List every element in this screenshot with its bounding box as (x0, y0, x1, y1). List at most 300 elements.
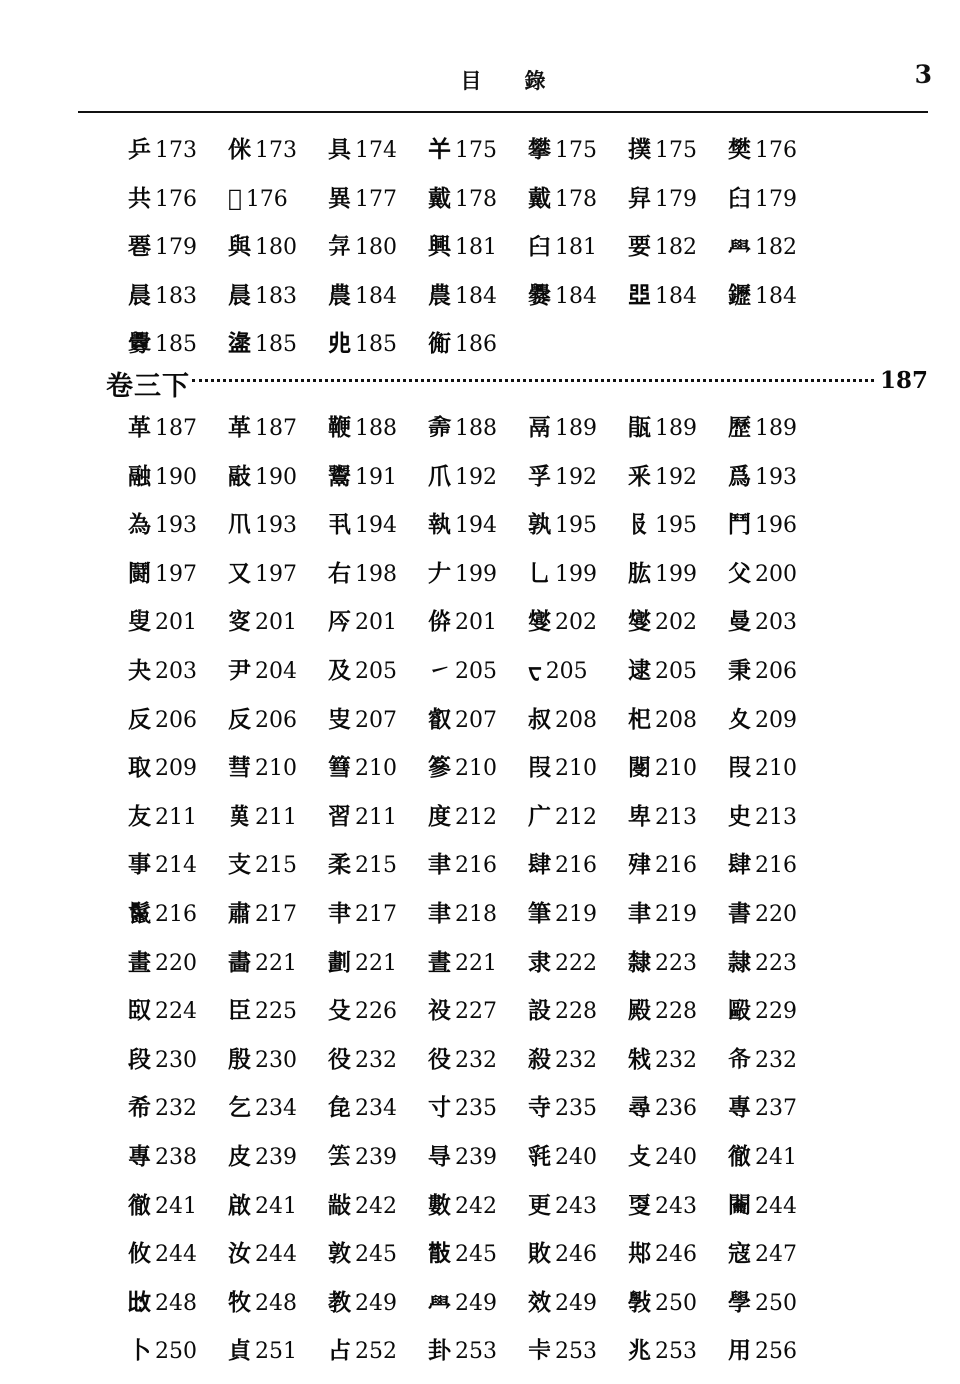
toc-entry[interactable] (228, 890, 328, 940)
entry-page-number: 216 (655, 853, 697, 879)
entry-character: 鬻 (328, 462, 351, 490)
toc-entry[interactable] (528, 987, 628, 1037)
entry-character: 取 (128, 754, 151, 782)
toc-entry[interactable] (628, 550, 728, 600)
toc-entry[interactable] (428, 1036, 528, 1086)
entry-character: 共 (128, 184, 151, 212)
entry-character: 𥬔 (328, 1142, 351, 1170)
entry-character: 尹 (228, 656, 251, 684)
entry-page-number: 197 (255, 561, 297, 587)
entry-row (128, 793, 872, 842)
entry-page-number: 204 (255, 658, 297, 684)
entry-page-number: 179 (655, 186, 697, 212)
entry-character: 祋 (428, 997, 451, 1025)
entry-character: 徹 (728, 1142, 751, 1170)
toc-entry[interactable] (328, 987, 428, 1037)
entry-page-number: 242 (355, 1193, 397, 1219)
toc-entry[interactable] (328, 1327, 428, 1377)
entry-character: 䙴 (128, 233, 151, 261)
toc-entry[interactable] (128, 404, 228, 454)
entry-character: 叡 (428, 705, 451, 733)
entry-row (128, 1036, 872, 1085)
toc-entry[interactable] (228, 744, 328, 794)
toc-entry[interactable] (628, 175, 728, 225)
toc-entry[interactable] (428, 1182, 528, 1232)
toc-entry[interactable] (228, 696, 328, 746)
toc-entry[interactable] (328, 1036, 428, 1086)
entry-character: 為 (128, 511, 151, 539)
entry-page-number: 230 (155, 1047, 197, 1073)
toc-entry[interactable] (228, 939, 328, 989)
entry-page-number: 232 (655, 1047, 697, 1073)
entry-page-number: 208 (555, 707, 597, 733)
toc-entry[interactable] (428, 598, 528, 648)
toc-entry[interactable] (328, 404, 428, 454)
toc-entry[interactable] (728, 841, 828, 891)
entry-page-number: 199 (455, 561, 497, 587)
entry-page-number: 211 (355, 804, 397, 830)
entry-character: 戴 (528, 184, 551, 212)
toc-entry[interactable] (228, 404, 328, 454)
entry-row (128, 1327, 872, 1376)
toc-entry[interactable] (228, 598, 328, 648)
toc-entry[interactable] (228, 793, 328, 843)
toc-entry[interactable] (228, 1327, 328, 1377)
entry-page-number: 205 (655, 658, 697, 684)
toc-entry[interactable] (528, 647, 628, 697)
entry-character: 燮 (628, 608, 651, 636)
toc-entry[interactable] (328, 453, 428, 503)
entry-character: 要 (628, 233, 651, 261)
entry-page-number: 190 (255, 464, 297, 490)
toc-entry[interactable] (428, 1327, 528, 1377)
entry-character: 度 (428, 802, 451, 830)
toc-entry[interactable] (628, 841, 728, 891)
entry-character: 牧 (228, 1288, 251, 1316)
entry-character: 斅 (628, 1288, 651, 1316)
entry-page-number: 216 (755, 853, 797, 879)
toc-entry[interactable] (128, 647, 228, 697)
toc-entry[interactable] (528, 1279, 628, 1329)
toc-entry[interactable] (128, 175, 228, 225)
entry-page-number: 232 (155, 1096, 197, 1122)
entry-character: 設 (528, 997, 551, 1025)
toc-entry[interactable] (528, 1230, 628, 1280)
entry-page-number: 228 (555, 999, 597, 1025)
juan-heading-san-xia[interactable] (106, 355, 928, 401)
toc-entry[interactable] (528, 272, 628, 322)
entry-page-number: 179 (155, 235, 197, 261)
toc-entry[interactable] (628, 223, 728, 273)
entry-page-number: 173 (255, 138, 297, 163)
entry-page-number: 227 (455, 999, 497, 1025)
toc-entry[interactable] (328, 598, 428, 648)
toc-entry[interactable] (228, 550, 328, 600)
entry-character: 篸 (428, 754, 451, 782)
toc-entry[interactable] (428, 501, 528, 551)
entry-page-number: 206 (155, 707, 197, 733)
toc-entry[interactable] (728, 793, 828, 843)
entry-character: 𠬝 (628, 511, 651, 539)
entry-character: 習 (328, 802, 351, 830)
toc-entry[interactable] (328, 1182, 428, 1232)
entry-character: 農 (428, 281, 451, 309)
toc-entry[interactable] (728, 223, 828, 273)
toc-entry[interactable] (628, 890, 728, 940)
toc-entry[interactable] (628, 696, 728, 746)
entry-page-number: 176 (155, 186, 197, 212)
toc-entry[interactable] (628, 1279, 728, 1329)
toc-entry[interactable] (728, 126, 828, 176)
entry-character: 毆 (728, 997, 751, 1025)
toc-entry[interactable] (628, 404, 728, 454)
toc-entry[interactable] (328, 939, 428, 989)
toc-entry[interactable] (528, 1133, 628, 1183)
toc-entry[interactable] (728, 598, 828, 648)
toc-entry[interactable] (628, 1182, 728, 1232)
entry-page-number: 220 (755, 901, 797, 927)
toc-entry[interactable] (128, 1182, 228, 1232)
toc-entry[interactable] (428, 550, 528, 600)
toc-entry[interactable] (228, 1182, 328, 1232)
entry-page-number: 209 (155, 756, 197, 782)
entry-character: 爲 (728, 462, 751, 490)
entry-character: 希 (128, 1094, 151, 1122)
entry-page-number: 175 (655, 138, 697, 163)
toc-entry[interactable] (128, 1084, 228, 1134)
toc-entry[interactable] (128, 501, 228, 551)
toc-entry[interactable] (628, 1230, 728, 1280)
toc-entry[interactable] (328, 175, 428, 225)
toc-entry[interactable] (428, 939, 528, 989)
entry-page-number: 253 (555, 1339, 597, 1365)
toc-entry[interactable] (228, 1279, 328, 1329)
entry-character: 寇 (728, 1240, 751, 1268)
entry-character: 專 (728, 1094, 751, 1122)
toc-entry[interactable] (428, 272, 528, 322)
entry-character: 叚 (728, 754, 751, 782)
entry-page-number: 243 (555, 1193, 597, 1219)
entry-page-number: 214 (155, 853, 197, 879)
toc-entry[interactable] (628, 793, 728, 843)
toc-entry[interactable] (628, 987, 728, 1037)
entry-page-number: 184 (655, 283, 697, 309)
toc-entry[interactable] (528, 1036, 628, 1086)
toc-entry[interactable] (528, 550, 628, 600)
toc-entry[interactable] (228, 175, 328, 225)
entry-page-number: 248 (155, 1290, 197, 1316)
toc-entry[interactable] (728, 1279, 828, 1329)
toc-entry[interactable] (328, 1279, 428, 1329)
toc-entry[interactable] (428, 793, 528, 843)
toc-entry[interactable] (728, 404, 828, 454)
entry-character: 鬥 (728, 511, 751, 539)
entry-character: 徹 (128, 1191, 151, 1219)
entry-character: 侎 (228, 136, 251, 163)
toc-entry[interactable] (328, 647, 428, 697)
toc-entry[interactable] (728, 272, 828, 322)
entry-character: 反 (128, 705, 151, 733)
toc-entry[interactable] (428, 696, 528, 746)
toc-entry[interactable] (328, 793, 428, 843)
toc-entry[interactable] (728, 1182, 828, 1232)
entry-character: 聿 (428, 851, 451, 879)
toc-entry[interactable] (128, 987, 228, 1037)
toc-entry[interactable] (428, 890, 528, 940)
toc-entry[interactable] (228, 1036, 328, 1086)
toc-entry[interactable] (528, 1084, 628, 1134)
toc-entry[interactable] (728, 501, 828, 551)
toc-entry[interactable] (128, 1133, 228, 1183)
toc-entry[interactable] (228, 1084, 328, 1134)
entry-character: 鬲 (528, 414, 551, 441)
entry-row (128, 1230, 872, 1279)
entry-page-number: 196 (755, 513, 797, 539)
toc-entry[interactable] (528, 598, 628, 648)
toc-entry[interactable] (528, 404, 628, 454)
entry-character: 夬 (128, 656, 151, 684)
entry-character: 燮 (528, 608, 551, 636)
entry-page-number: 203 (155, 658, 197, 684)
toc-entry[interactable] (128, 126, 228, 176)
toc-entry[interactable] (228, 841, 328, 891)
entry-character: 皮 (228, 1142, 251, 1170)
toc-entry[interactable] (128, 1230, 228, 1280)
toc-entry[interactable] (528, 939, 628, 989)
toc-entry[interactable] (228, 453, 328, 503)
entry-character: 肱 (628, 559, 651, 587)
toc-entry[interactable] (328, 696, 428, 746)
toc-entry[interactable] (328, 272, 428, 322)
entry-character: 瓹 (628, 414, 651, 441)
toc-entry[interactable] (628, 272, 728, 322)
entry-character: 丮 (328, 511, 351, 539)
toc-entry[interactable] (428, 841, 528, 891)
toc-entry[interactable] (728, 453, 828, 503)
toc-entry[interactable] (128, 1327, 228, 1377)
toc-entry[interactable] (728, 550, 828, 600)
toc-entry[interactable] (228, 1133, 328, 1183)
toc-entry[interactable] (428, 1230, 528, 1280)
entry-page-number: 207 (455, 707, 497, 733)
entry-character: 㦵 (628, 1045, 651, 1073)
entry-character: 學 (728, 1288, 751, 1316)
toc-entry[interactable] (128, 793, 228, 843)
toc-entry[interactable] (528, 501, 628, 551)
entry-character: 卦 (428, 1337, 451, 1365)
toc-entry[interactable] (528, 1182, 628, 1232)
entry-page-number: 235 (455, 1096, 497, 1122)
toc-entry[interactable] (128, 1036, 228, 1086)
toc-entry[interactable] (428, 223, 528, 273)
toc-entry[interactable] (228, 1230, 328, 1280)
toc-entry[interactable] (628, 1084, 728, 1134)
toc-entry[interactable] (528, 223, 628, 273)
toc-entry[interactable] (528, 175, 628, 225)
entry-page-number: 210 (755, 756, 797, 782)
entry-character: 㝵 (428, 1142, 451, 1170)
entry-row (128, 404, 872, 453)
entry-character: 釆 (628, 462, 651, 490)
entry-character: 𦘒 (328, 899, 351, 927)
toc-entry[interactable] (428, 1084, 528, 1134)
toc-entry[interactable] (628, 744, 728, 794)
toc-entry[interactable] (428, 647, 528, 697)
entry-character: 殳 (328, 997, 351, 1025)
toc-entry[interactable] (728, 890, 828, 940)
entry-page-number: 213 (655, 804, 697, 830)
toc-entry[interactable] (728, 175, 828, 225)
toc-entry[interactable] (728, 987, 828, 1037)
toc-entry[interactable] (728, 744, 828, 794)
entry-row (128, 126, 872, 175)
toc-entry[interactable] (728, 1327, 828, 1377)
toc-entry[interactable] (728, 1133, 828, 1183)
toc-entry[interactable] (528, 744, 628, 794)
toc-entry[interactable] (328, 126, 428, 176)
toc-entry[interactable] (528, 890, 628, 940)
toc-entry[interactable] (528, 696, 628, 746)
toc-entry[interactable] (228, 647, 328, 697)
entry-page-number: 234 (255, 1096, 297, 1122)
toc-entry[interactable] (328, 1230, 428, 1280)
toc-entry[interactable] (428, 175, 528, 225)
toc-entry[interactable] (128, 1279, 228, 1329)
entry-page-number: 232 (455, 1047, 497, 1073)
entry-row (128, 1279, 872, 1328)
entry-character: 執 (428, 511, 451, 539)
toc-entry[interactable] (328, 501, 428, 551)
toc-entry[interactable] (128, 939, 228, 989)
entry-character: 乞 (228, 1094, 251, 1122)
entry-character: 𨷲 (728, 1191, 751, 1219)
toc-entry[interactable] (628, 126, 728, 176)
entry-page-number: 221 (355, 950, 397, 976)
toc-entry[interactable] (428, 126, 528, 176)
entry-character: 攸 (128, 1240, 151, 1268)
header-rule (78, 111, 928, 113)
entry-page-number: 240 (655, 1144, 697, 1170)
toc-entry[interactable] (628, 501, 728, 551)
entry-character: 段 (128, 1045, 151, 1073)
entry-page-number: 191 (355, 464, 397, 490)
entry-character: 樊 (728, 136, 751, 163)
entry-row (128, 1133, 872, 1182)
entry-row (128, 453, 872, 502)
toc-entry[interactable] (128, 272, 228, 322)
toc-entry[interactable] (628, 453, 728, 503)
entry-character: 臤 (128, 997, 151, 1025)
toc-entry[interactable] (428, 744, 528, 794)
entry-page-number: 183 (255, 283, 297, 309)
toc-entry[interactable] (528, 841, 628, 891)
toc-entry[interactable] (128, 744, 228, 794)
toc-entry[interactable] (428, 404, 528, 454)
toc-entry[interactable] (628, 1036, 728, 1086)
toc-entry[interactable] (228, 126, 328, 176)
entry-page-number: 244 (755, 1193, 797, 1219)
juan-heading-page-number: 187 (879, 367, 928, 394)
entry-page-number: 184 (755, 283, 797, 309)
entry-character: 叚 (528, 754, 551, 782)
toc-entry[interactable] (128, 223, 228, 273)
toc-entry[interactable] (328, 890, 428, 940)
entry-character: 𦦒 (228, 184, 242, 212)
toc-entry[interactable] (328, 550, 428, 600)
toc-entry[interactable] (528, 1327, 628, 1377)
entry-page-number: 249 (455, 1290, 497, 1316)
toc-entry[interactable] (728, 939, 828, 989)
entry-page-number: 213 (755, 804, 797, 830)
toc-entry[interactable] (528, 453, 628, 503)
toc-entry[interactable] (228, 272, 328, 322)
toc-entry[interactable] (428, 1279, 528, 1329)
entry-character: 畵 (228, 948, 251, 976)
toc-entry[interactable] (628, 598, 728, 648)
toc-entry[interactable] (528, 793, 628, 843)
toc-entry[interactable] (728, 647, 828, 697)
toc-entry[interactable] (128, 598, 228, 648)
toc-entry[interactable] (328, 744, 428, 794)
toc-entry[interactable] (128, 696, 228, 746)
entry-page-number: 238 (155, 1144, 197, 1170)
toc-entry[interactable] (628, 1327, 728, 1377)
toc-entry[interactable] (428, 987, 528, 1037)
toc-entry[interactable] (628, 939, 728, 989)
entry-page-number: 210 (655, 756, 697, 782)
toc-entry[interactable] (228, 987, 328, 1037)
toc-entry[interactable] (628, 1133, 728, 1183)
toc-entry[interactable] (128, 453, 228, 503)
toc-entry[interactable] (428, 453, 528, 503)
toc-entry[interactable] (128, 890, 228, 940)
toc-entry[interactable] (128, 841, 228, 891)
toc-entry[interactable] (728, 1084, 828, 1134)
toc-entry[interactable] (228, 223, 328, 273)
entry-character: 歷 (728, 414, 751, 441)
entry-character: 敦 (328, 1240, 351, 1268)
entry-row (128, 939, 872, 988)
toc-entry[interactable] (328, 1084, 428, 1134)
toc-entry[interactable] (128, 550, 228, 600)
entry-page-number: 206 (755, 658, 797, 684)
entry-character: 广 (528, 802, 551, 830)
toc-entry[interactable] (328, 223, 428, 273)
entry-page-number: 216 (155, 901, 197, 927)
entry-page-number: 215 (255, 853, 297, 879)
entry-character: 右 (328, 559, 351, 587)
entry-page-number: 178 (455, 186, 497, 212)
entry-page-number: 202 (655, 610, 697, 636)
entry-character: 逮 (628, 656, 651, 684)
toc-entry[interactable] (428, 1133, 528, 1183)
entry-character: 𠓴 (428, 414, 451, 441)
toc-entry[interactable] (228, 501, 328, 551)
entry-character: 彗 (228, 754, 251, 782)
entry-character: 㪜 (328, 1191, 351, 1219)
toc-entry[interactable] (728, 696, 828, 746)
toc-entry[interactable] (628, 647, 728, 697)
entry-page-number: 195 (655, 513, 697, 539)
entry-character: 具 (328, 136, 351, 163)
entry-page-number: 188 (455, 416, 497, 441)
toc-entry[interactable] (728, 1230, 828, 1280)
entry-page-number: 181 (555, 235, 597, 261)
toc-entry[interactable] (728, 1036, 828, 1086)
toc-entry[interactable] (328, 841, 428, 891)
toc-entry[interactable] (328, 1133, 428, 1183)
toc-entry[interactable] (528, 126, 628, 176)
